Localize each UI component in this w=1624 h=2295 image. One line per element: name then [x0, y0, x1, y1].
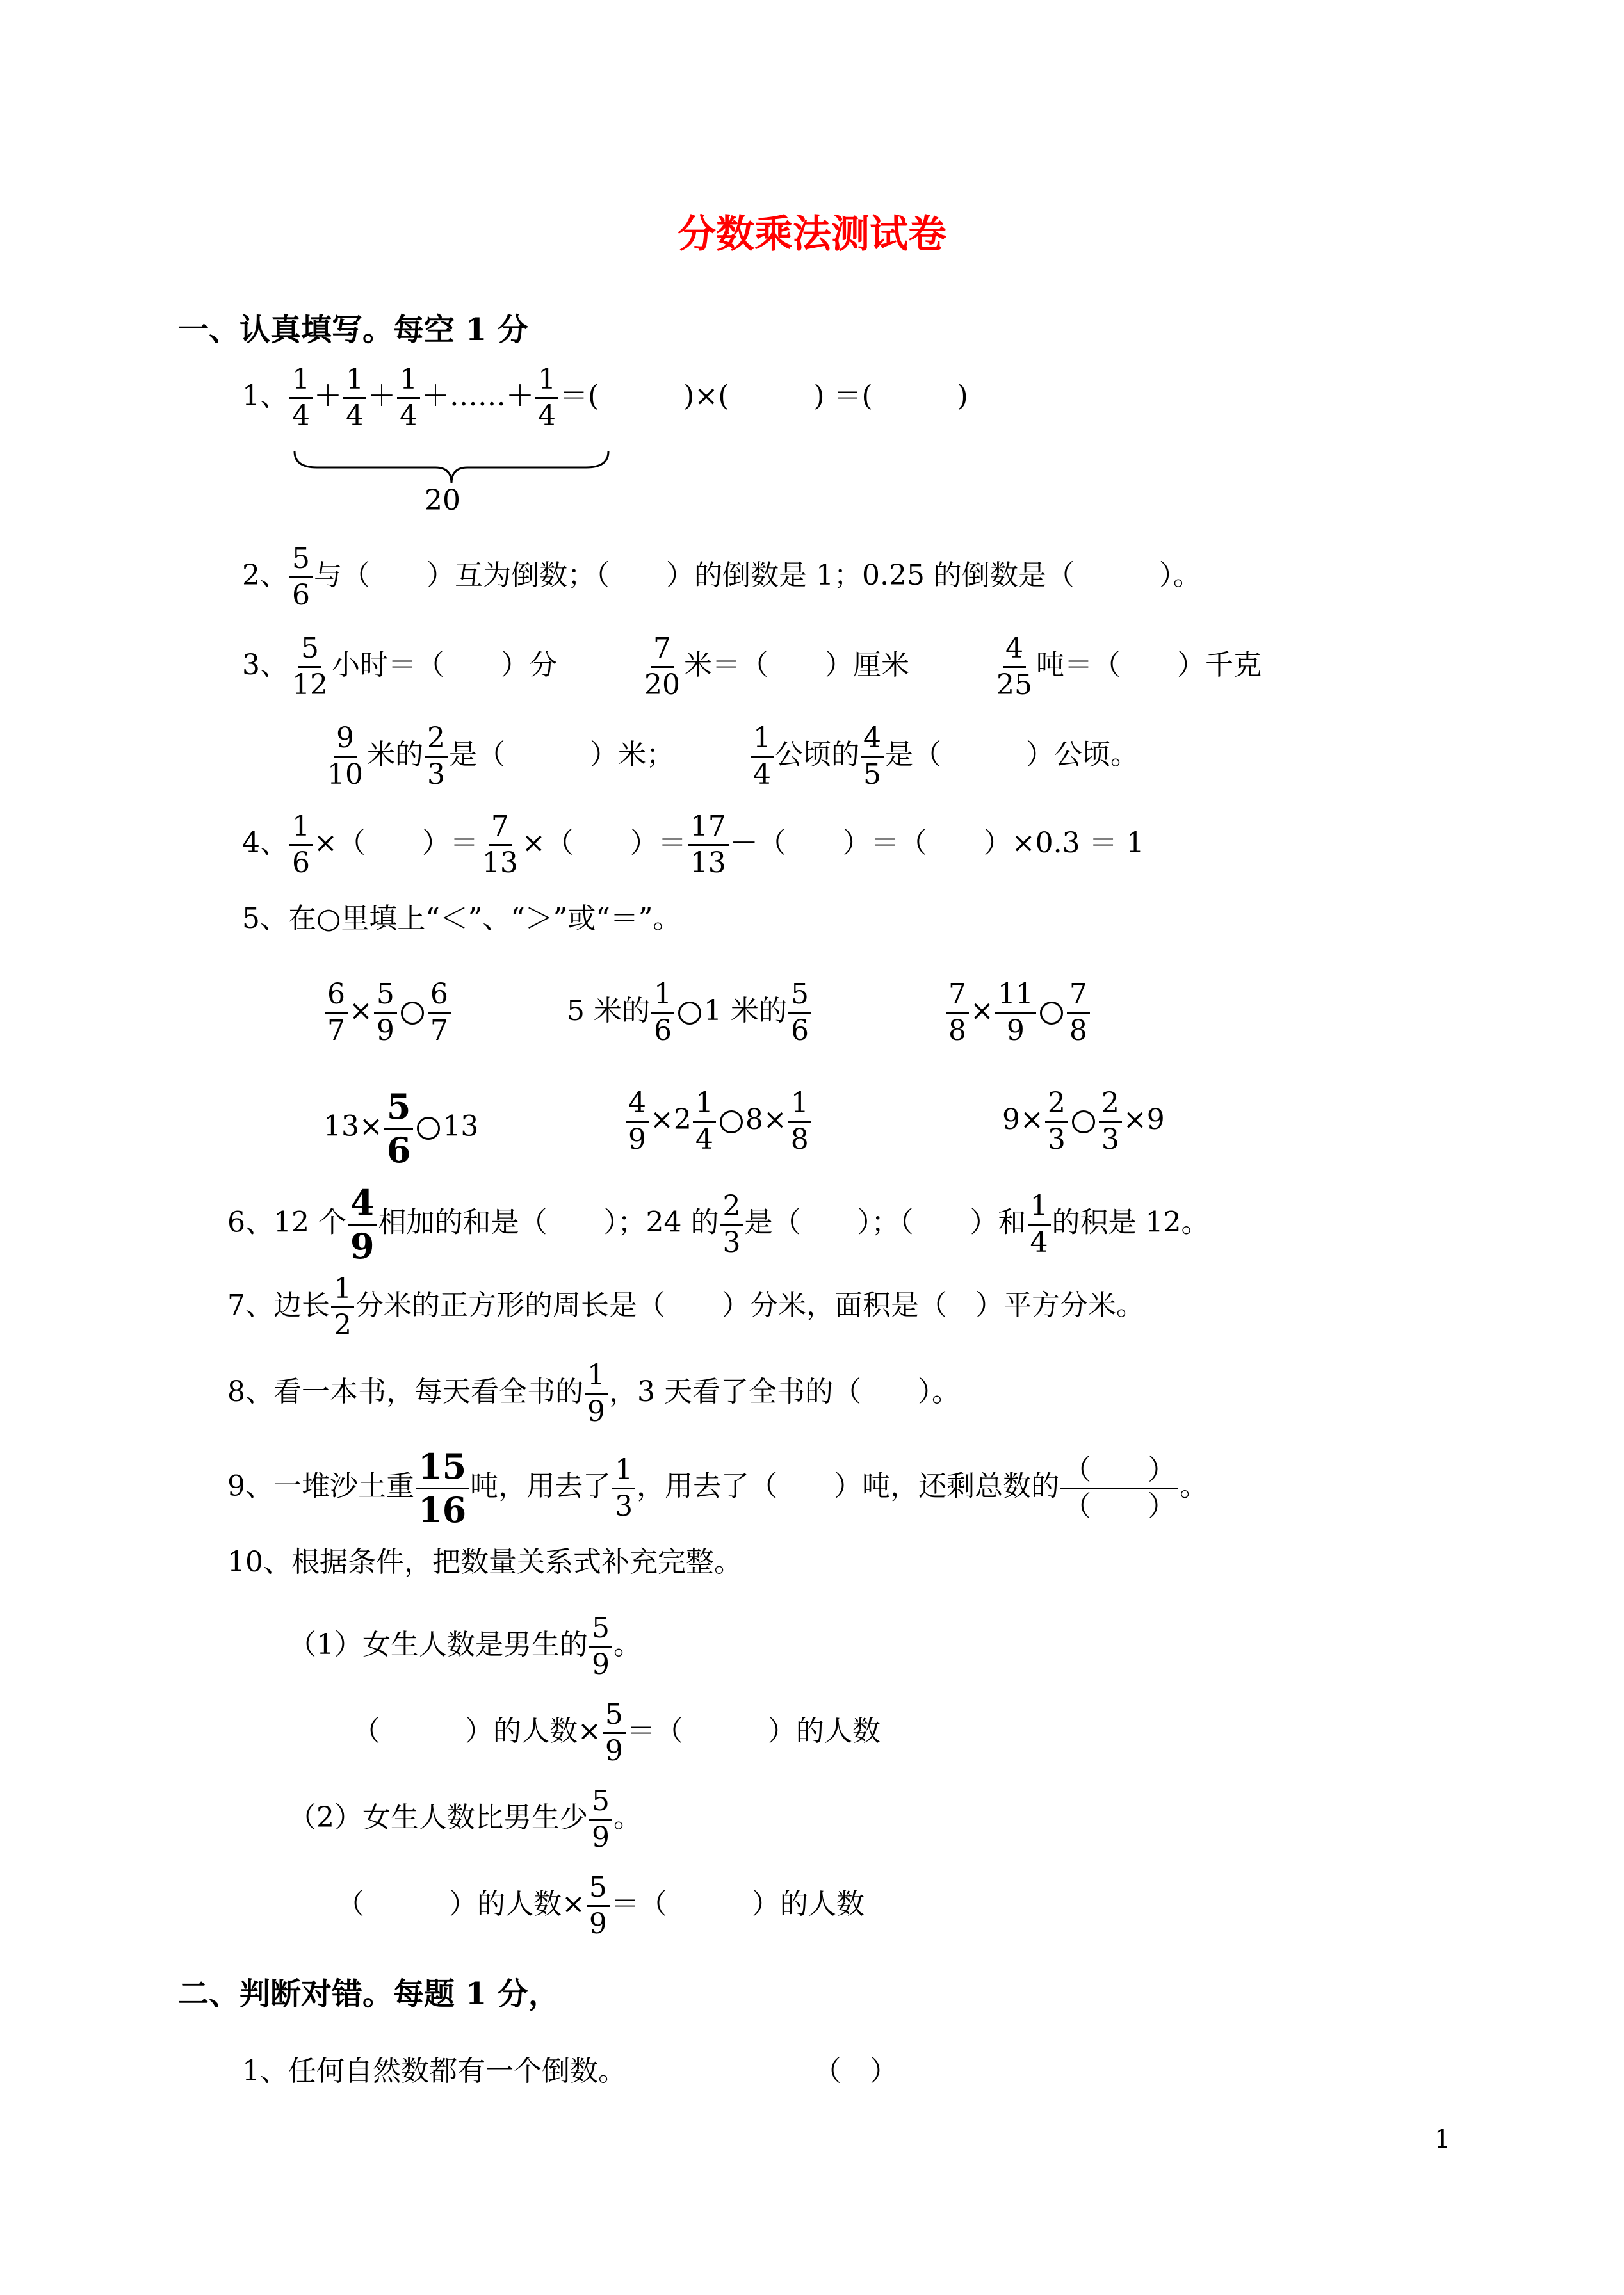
question-3d: $\frac{9}{10}$ 米的 $\frac{2}{3}$ 是（ ）米；: [323, 724, 674, 790]
fraction: $\frac{1}{4}$: [535, 365, 558, 431]
fraction: $\frac{5}{9}$: [603, 1700, 626, 1766]
question-6: 6、12 个 $\frac{4}{9}$ 相加的和是（ ）；24 的 $\frac{2}{3}$ 是（ ）；（ ）和 $\frac{1}{4}$ 的积是 12。: [227, 1182, 1210, 1267]
underbrace-icon: [291, 448, 612, 487]
question-9: 9、一堆沙土重 $\frac{15}{16}$ 吨，用去了 $\frac{1}{3}$ ，用去了（ ）吨，还剩总数的 $\frac{( )}{( )}$ 。: [227, 1446, 1208, 1530]
fraction: $\frac{7}{20}$: [644, 632, 680, 702]
fraction: $\frac{2}{3}$: [425, 724, 448, 790]
fraction: $\frac{7}{8}$: [1067, 980, 1090, 1046]
fraction: $\frac{1}{6}$: [289, 812, 313, 878]
fraction: $\frac{5}{9}$: [589, 1787, 612, 1853]
fraction: $\frac{1}{6}$: [651, 980, 674, 1046]
question-3e: $\frac{1}{4}$ 公顷的 $\frac{4}{5}$ 是（ ）公顷。: [749, 724, 1139, 790]
fraction: $\frac{5}{6}$: [788, 980, 811, 1046]
compare-2b: $\frac{4}{9}$ ×2 $\frac{1}{4}$ 8× $\frac{1}{8}$: [624, 1089, 813, 1155]
compare-2a: 13× $\frac{5}{6}$ 13: [323, 1086, 479, 1171]
fraction: $\frac{1}{4}$: [1028, 1192, 1051, 1258]
fraction: $\frac{11}{9}$: [995, 980, 1036, 1046]
question-5: 5、在○里填上“＜”、“＞”或“＝”。: [242, 902, 681, 935]
fraction: $\frac{1}{3}$: [612, 1456, 635, 1521]
compare-circle[interactable]: [401, 1002, 424, 1025]
fraction: $\frac{4}{9}$: [348, 1185, 377, 1264]
question-3: 3、 $\frac{5}{12}$ 小时＝（ ）分: [242, 632, 557, 702]
fraction: $\frac{1}{8}$: [788, 1089, 811, 1155]
question-3b: $\frac{7}{20}$ 米＝（ ）厘米: [640, 634, 909, 700]
fraction: $\frac{2}{3}$: [1099, 1089, 1122, 1155]
judge-1: 1、任何自然数都有一个倒数。: [242, 2055, 626, 2088]
fraction: $\frac{4}{25}$: [996, 632, 1032, 702]
fraction: $\frac{1}{4}$: [343, 365, 366, 431]
judge-1-blank[interactable]: （ ）: [813, 2055, 898, 2088]
compare-2c: 9× $\frac{2}{3}$ $\frac{2}{3}$ ×9: [1002, 1087, 1165, 1156]
compare-circle[interactable]: [417, 1117, 440, 1140]
compare-1b: 5 米的 $\frac{1}{6}$ 1 米的 $\frac{5}{6}$: [567, 980, 813, 1046]
fraction: $\frac{7}{8}$: [946, 980, 969, 1046]
fraction: $\frac{5}{9}$: [374, 980, 397, 1046]
fraction: $\frac{6}{7}$: [428, 980, 451, 1046]
fraction: $\frac{1}{4}$: [693, 1089, 716, 1155]
fraction: $\frac{2}{3}$: [1045, 1089, 1068, 1155]
page-number: 1: [1434, 2125, 1451, 2154]
compare-circle[interactable]: [678, 1002, 701, 1025]
fraction: $\frac{6}{7}$: [325, 980, 348, 1046]
fraction: $\frac{1}{4}$: [751, 724, 774, 790]
fraction: $\frac{5}{12}$: [292, 632, 328, 702]
compare-circle[interactable]: [1072, 1110, 1095, 1133]
fraction: $\frac{4}{5}$: [861, 724, 884, 790]
question-10: 10、根据条件，把数量关系式补充完整。: [227, 1546, 742, 1578]
blank-fraction: $\frac{( )}{( )}$: [1060, 1456, 1178, 1521]
fraction: $\frac{1}{4}$: [289, 365, 313, 431]
compare-circle[interactable]: [1040, 1002, 1063, 1025]
question-2: 2、 $\frac{5}{6}$ 与（ ）互为倒数；（ ）的倒数是 1；0.25 的倒数是（ ）。: [242, 542, 1201, 612]
section-heading-2: 二、判断对错。每题 1 分，: [178, 1976, 559, 2012]
question-10-part-2: （2）女生人数比男生少 $\frac{5}{9}$ 。: [288, 1785, 642, 1854]
question-3c: $\frac{4}{25}$ 吨＝（ ）千克: [993, 634, 1262, 700]
fraction: $\frac{1}{2}$: [331, 1274, 354, 1340]
fraction: $\frac{5}{6}$: [289, 544, 313, 610]
section-heading-1: 一、认真填写。每空 1 分: [178, 312, 528, 348]
fraction: $\frac{7}{13}$: [482, 810, 518, 880]
question-10-eq-2: （ ）的人数× $\frac{5}{9}$ ＝（ ）的人数: [336, 1871, 865, 1941]
question-10-part-1: （1）女生人数是男生的 $\frac{5}{9}$ 。: [288, 1612, 642, 1682]
question-8: 8、看一本书，每天看全书的 $\frac{1}{9}$ ，3 天看了全书的（ ）。: [227, 1359, 960, 1429]
fraction: $\frac{1}{4}$: [397, 365, 420, 431]
question-7: 7、边长 $\frac{1}{2}$ 分米的正方形的周长是（ ）分米，面积是（ ）平方分米。: [227, 1272, 1144, 1342]
fraction: $\frac{1}{9}$: [585, 1361, 608, 1427]
fraction: $\frac{5}{9}$: [589, 1614, 612, 1680]
brace-count: 20: [425, 484, 460, 517]
question-10-eq-1: （ ）的人数× $\frac{5}{9}$ ＝（ ）的人数: [352, 1698, 881, 1768]
compare-1c: $\frac{7}{8}$ × $\frac{11}{9}$ $\frac{7}{8}$: [945, 980, 1091, 1046]
fraction: $\frac{4}{9}$: [626, 1089, 649, 1155]
compare-1a: $\frac{6}{7}$ × $\frac{5}{9}$ $\frac{6}{7}$: [323, 980, 452, 1046]
question-4: 4、 $\frac{1}{6}$ ×（ ）＝ $\frac{7}{13}$ ×（ ）＝ $\frac{17}{13}$ －（ ）＝（ ）×0.3 ＝ 1: [242, 810, 1144, 880]
compare-circle[interactable]: [720, 1110, 743, 1133]
fraction: $\frac{5}{6}$: [384, 1089, 414, 1168]
question-1: 1、 $\frac{1}{4}$ ＋ $\frac{1}{4}$ ＋ $\frac{1}{4}$ ＋……＋ $\frac{1}{4}$ ＝( )×( ) ＝( ): [242, 363, 968, 433]
fraction: $\frac{17}{13}$: [688, 812, 729, 878]
fraction: $\frac{5}{9}$: [587, 1873, 610, 1939]
fraction: $\frac{15}{16}$: [416, 1448, 469, 1528]
fraction: $\frac{2}{3}$: [720, 1192, 743, 1258]
fraction: $\frac{9}{10}$: [327, 722, 363, 791]
page-title: 分数乘法测试卷: [678, 212, 946, 257]
